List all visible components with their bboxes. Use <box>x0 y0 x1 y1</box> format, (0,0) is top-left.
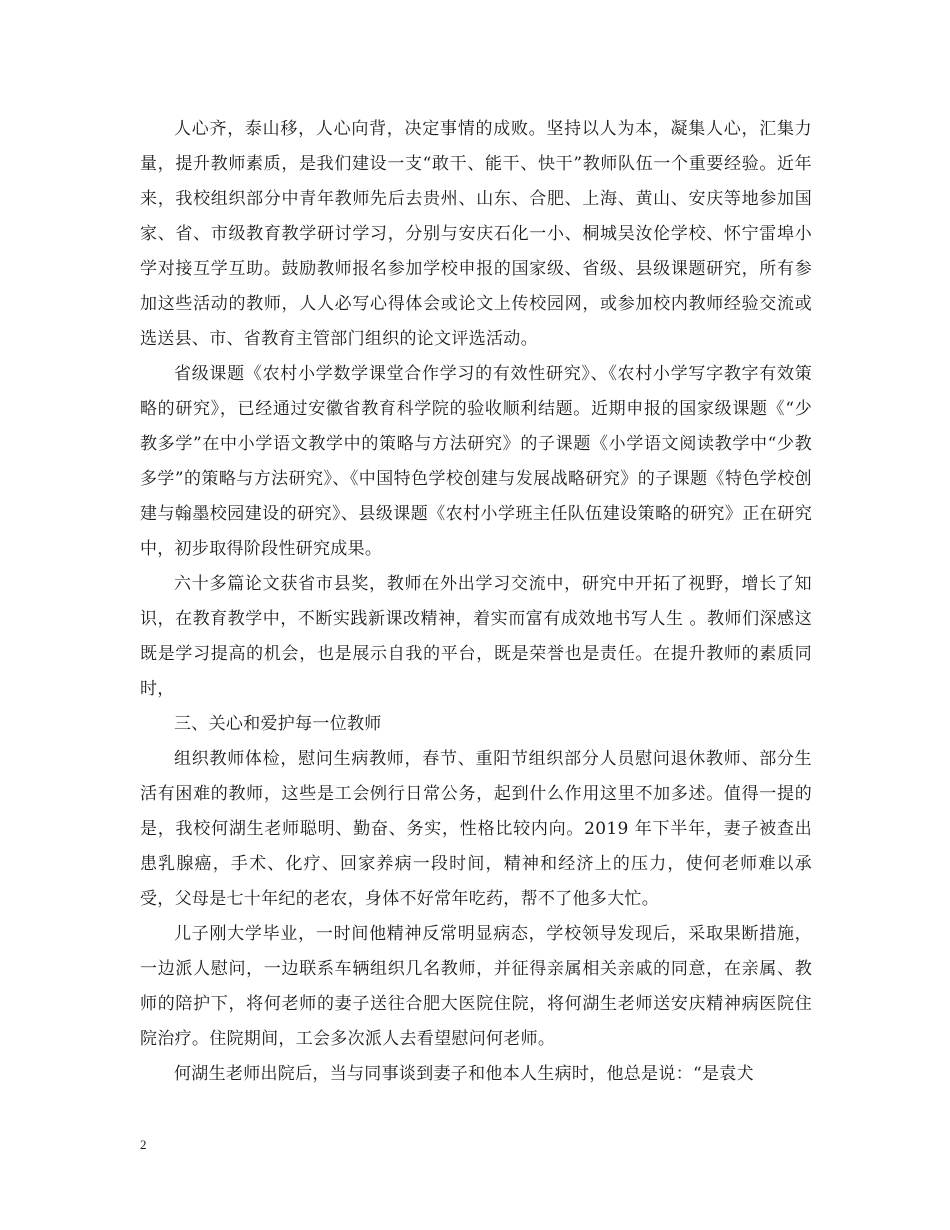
paragraph-5: 儿子刚大学毕业，一时间他精神反常明显病态，学校领导发现后，采取果断措施，一边派人慰问，一边联系车辆组织几名教师，并征得亲属相关亲戚的同意，在亲属、教师的陪护下，将何老师的妻子送往合肥大医院住院，将何湖生老师送安庆精神病医院住院治疗。住院期间，工会多次派人去看望慰问何老师。 <box>140 924 812 1049</box>
paragraph-3: 六十多篇论文获省市县奖，教师在外出学习交流中，研究中开拓了视野，增长了知识，在教育教学中，不断实践新课改精神，着实而富有成效地书写人生 。教师们深感这既是学习提高的机会，也是展示自我的平台，既是荣誉也是责任。在提升教师的素质同时， <box>140 574 812 699</box>
section-heading: 三、关心和爱护每一位教师 <box>174 714 382 734</box>
page-number: 2 <box>140 1137 147 1152</box>
paragraph-6: 何湖生老师出院后，当与同事谈到妻子和他本人生病时，他总是说：“是袁犬 <box>174 1064 754 1084</box>
paragraph-4: 组织教师体检，慰问生病教师，春节、重阳节组织部分人员慰问退休教师、部分生活有困难的教师，这些是工会例行日常公务，起到什么作用这里不加多述。值得一提的是，我校何湖生老师聪明、勤奋、务实，性格比较内向。2019 年下半年，妻子被查出患乳腺癌，手术、化疗、回家养病一段时间，精神和经济上的压力，使何老师难以承受，父母是七十年纪的老农，身体不好常年吃药，帮不了他多大忙。 <box>140 749 812 909</box>
paragraph-1: 人心齐，泰山移，人心向背，决定事情的成败。坚持以人为本，凝集人心，汇集力量，提升教师素质，是我们建设一支“敢干、能干、快干”教师队伍一个重要经验。近年来，我校组织部分中青年教师先后去贵州、山东、合肥、上海、黄山、安庆等地参加国家、省、市级教育教学研讨学习，分别与安庆石化一小、桐城吴汝伦学校、怀宁雷埠小学对接互学互助。鼓励教师报名参加学校申报的国家级、省级、县级课题研究，所有参加这些活动的教师，人人必写心得体会或论文上传校园网，或参加校内教师经验交流或选送县、市、省教育主管部门组织的论文评选活动。 <box>140 119 812 349</box>
document-body <box>140 112 812 1092</box>
paragraph-2: 省级课题《农村小学数学课堂合作学习的有效性研究》、《农村小学写字教字有效策略的研究》，已经通过安徽省教育科学院的验收顺利结题。近期申报的国家级课题《“少教多学”在中小学语文教学中的策略与方法研究》的子课题《小学语文阅读教学中“少教多学”的策略与方法研究》、《中国特色学校创建与发展战略研究》的子课题《特色学校创建与翰墨校园建设的研究》、县级课题《农村小学班主任队伍建设策略的研究》正在研究中，初步取得阶段性研究成果。 <box>140 364 812 559</box>
